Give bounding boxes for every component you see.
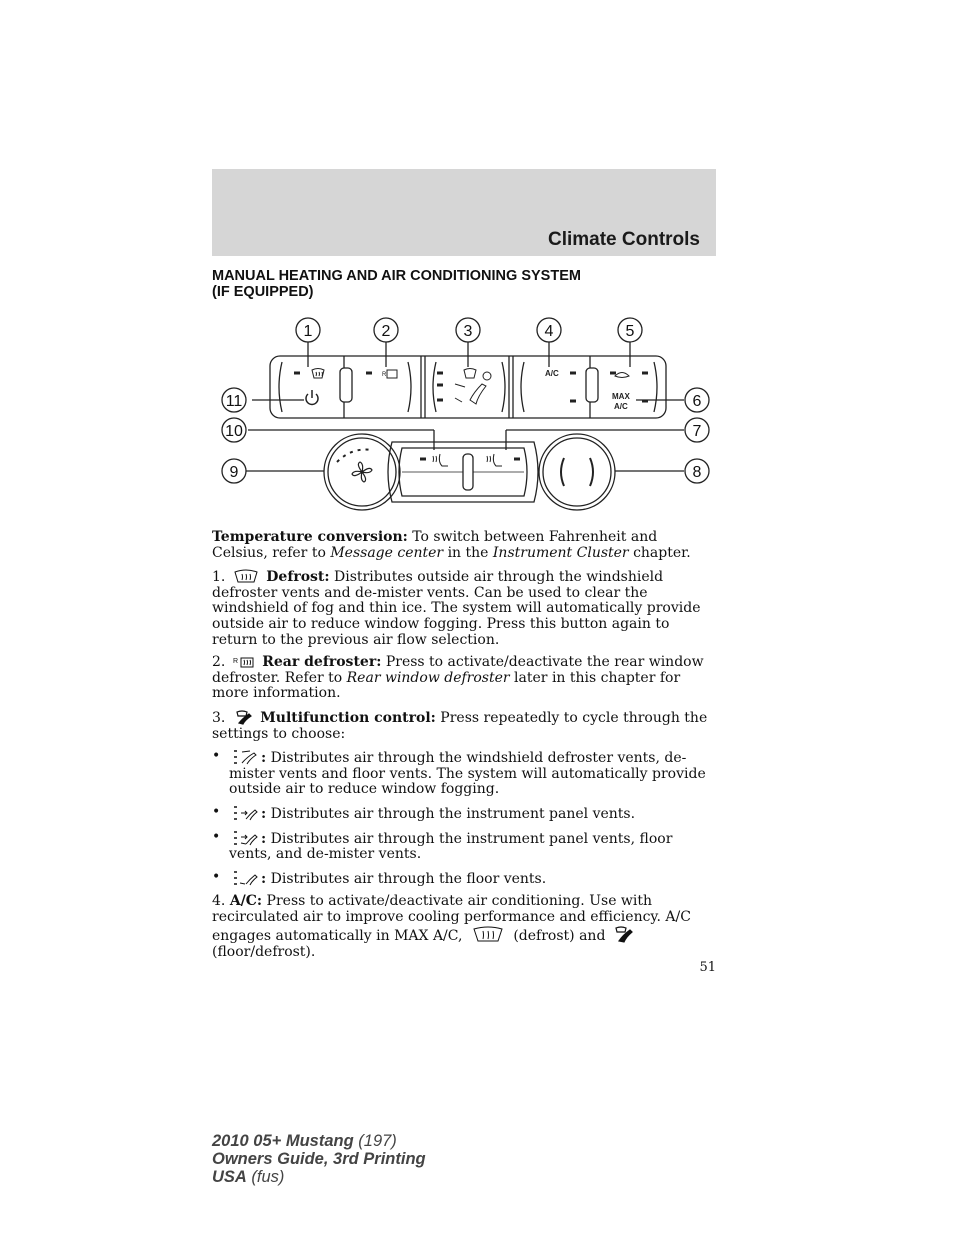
rear-defrost-icon[interactable] [387, 370, 397, 378]
page-number: 51 [699, 960, 716, 975]
page-title: Climate Controls [547, 229, 700, 250]
svg-text:R: R [232, 658, 238, 666]
footer-line-1: 2010 05+ Mustang (197) [212, 1132, 397, 1150]
defrost-icon [470, 925, 506, 943]
callout-1: 1 [303, 323, 313, 340]
climate-control-diagram [212, 312, 716, 514]
panel-floor-mode-icon [232, 830, 258, 846]
panel-edge-right [654, 362, 657, 412]
list-item: • : Distributes air through the windshield defroster vents, de-mister vents and floor vents. The system will automatically provide outside air to reduce window fogging. [212, 748, 706, 798]
item-1-defrost: 1. Defrost: Distributes outside air through the windshield defroster vents and de-mister vents. Can be used to clear the windshield of fog and thin ice. The system will automatically provide outside air to reduce window fogging. Press this button again to return to the previous air flow selection. [212, 569, 701, 648]
section-title-line2: (IF EQUIPPED) [212, 284, 314, 300]
item-2-rear-defroster: 2. R Rear defroster: Press to activate/deactivate the rear window defroster. Refer to Rear window defroster later in this chapter for more information. [212, 654, 704, 702]
footer-line-3: USA (fus) [212, 1168, 285, 1186]
floor-defrost-icon [233, 709, 253, 725]
item-4-ac: 4. A/C: Press to activate/deactivate air conditioning. Use with recirculated air to improve cooling performance and efficiency. A/C engages automatically in MAX A/C, (defrost) and (floor/defrost). [212, 893, 691, 961]
ac-button-label[interactable]: A/C [545, 369, 559, 378]
floor-mode-icon [232, 870, 258, 886]
list-item: • : Distributes air through the instrument panel vents. [212, 803, 636, 822]
recirculation-icon[interactable] [615, 373, 629, 378]
right-rocker-switch[interactable] [586, 368, 598, 402]
callout-4: 4 [544, 323, 554, 340]
panel-mode-icon [232, 805, 258, 821]
panel-edge-left [279, 362, 282, 412]
section-title [212, 268, 732, 300]
footer [212, 1132, 426, 1186]
temperature-conversion-paragraph: Temperature conversion: To switch between Fahrenheit and Celsius, refer to Message center in the Instrument Cluster chapter. [212, 529, 691, 561]
rear-defrost-icon [233, 655, 255, 669]
list-item: • : Distributes air through the floor vents. [212, 868, 547, 887]
body-text [212, 530, 716, 968]
section-title-line1: MANUAL HEATING AND AIR CONDITIONING SYSTEM [212, 268, 581, 284]
power-icon[interactable] [306, 390, 318, 404]
defrost-icon [233, 568, 259, 584]
callout-10: 10 [225, 423, 243, 440]
rear-defrost-label: R [382, 372, 387, 378]
footer-line-2: Owners Guide, 3rd Printing [212, 1150, 426, 1168]
seat-rocker-switch[interactable] [463, 454, 473, 490]
callout-3: 3 [463, 323, 473, 340]
airflow-icon[interactable] [455, 369, 491, 405]
callout-5: 5 [625, 323, 635, 340]
defrost-floor-mode-icon [232, 749, 258, 765]
callout-8: 8 [692, 464, 702, 481]
callout-2: 2 [381, 323, 391, 340]
callout-11: 11 [225, 393, 243, 410]
left-rocker-switch[interactable] [340, 368, 352, 402]
max-ac-label-line1[interactable]: MAX [612, 392, 630, 401]
header-band [212, 169, 716, 256]
callout-9: 9 [229, 464, 239, 481]
callout-7: 7 [692, 423, 702, 440]
callout-6: 6 [692, 393, 702, 410]
list-item: • : Distributes air through the instrument panel vents, floor vents, and de-mister vents. [212, 828, 673, 863]
fan-icon [352, 462, 372, 482]
temperature-knob[interactable] [539, 434, 615, 510]
floor-defrost-icon [613, 925, 635, 943]
item-3-multifunction: 3. Multifunction control: Press repeatedly to cycle through the settings to choose: [212, 709, 708, 742]
defrost-icon[interactable] [312, 369, 324, 379]
max-ac-label-line2[interactable]: A/C [614, 402, 628, 411]
